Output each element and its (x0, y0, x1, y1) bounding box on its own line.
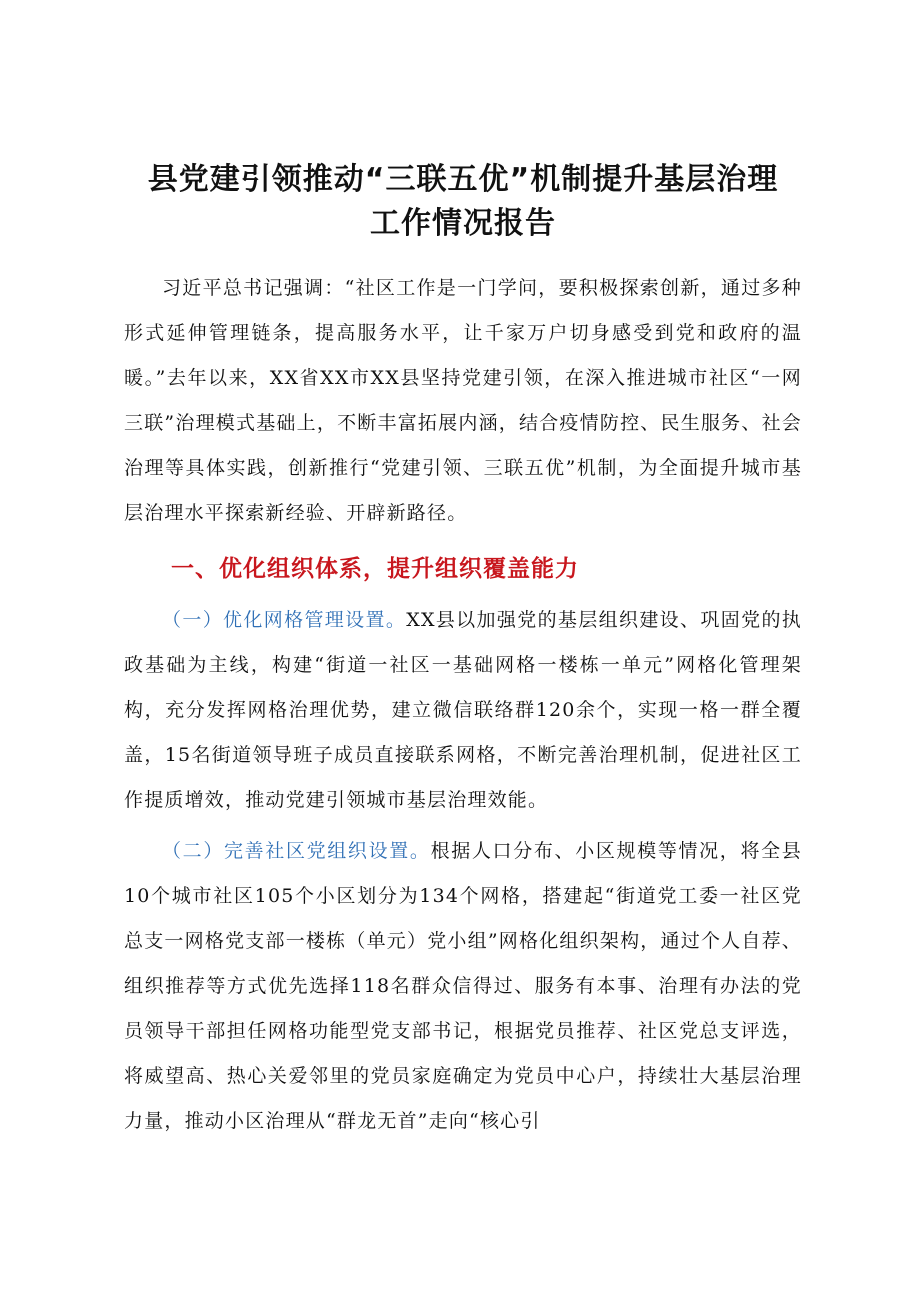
title-line-1: 县党建引领推动“三联五优”机制提升基层治理 (147, 162, 779, 197)
subsection-2-body: 根据人口分布、小区规模等情况，将全县10个城市社区105个小区划分为134个网格，搭建起“街道党工委一社区党总支一网格党支部一楼栋（单元）党小组”网格化组织架构，通过个人自荐、组织推荐等方式优先选择118名群众信得过、服务有本事、治理有办法的党员领导干部担任网格功能型党支部书记，根据党员推荐、社区党总支评选，将威望高、热心关爱邻里的党员家庭确定为党员中心户，持续壮大基层治理力量，推动小区治理从“群龙无首”走向“核心引 (124, 840, 802, 1132)
title-line-2: 工作情况报告 (370, 206, 556, 241)
subsection-1-paragraph (124, 598, 802, 823)
intro-paragraph: 习近平总书记强调：“社区工作是一门学问，要积极探索创新，通过多种形式延伸管理链条，提高服务水平，让千家万户切身感受到党和政府的温暖。”去年以来，XX省XX市XX县坚持党建引领，在深入推进城市社区“一网三联”治理模式基础上，不断丰富拓展内涵，结合疫情防控、民生服务、社会治理等具体实践，创新推行“党建引领、三联五优”机制，为全面提升城市基层治理水平探索新经验、开辟新路径。 (124, 277, 802, 524)
subsection-1-body: XX县以加强党的基层组织建设、巩固党的执政基础为主线，构建“街道一社区一基础网格一楼栋一单元”网格化管理架构，充分发挥网格治理优势，建立微信联络群120余个，实现一格一群全覆盖，15名街道领导班子成员直接联系网格，不断完善治理机制，促进社区工作提质增效，推动党建引领城市基层治理效能。 (124, 609, 802, 811)
subsection-1-title: （一）优化网格管理设置。 (162, 609, 407, 631)
section-1-heading: 一、优化组织体系，提升组织覆盖能力 (171, 556, 579, 582)
subsection-2-title: （二）完善社区党组织设置。 (162, 840, 431, 862)
document-title (124, 158, 802, 246)
subsection-2-paragraph (124, 829, 802, 1144)
